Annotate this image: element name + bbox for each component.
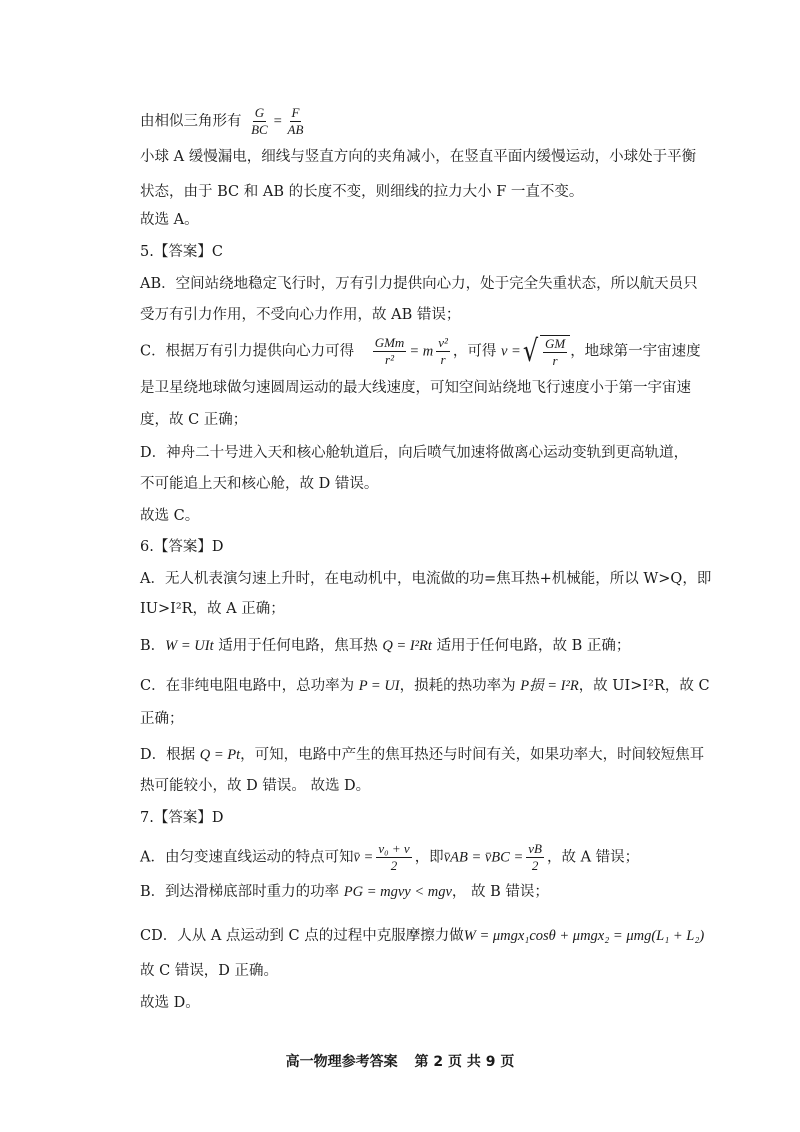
text-line: A．由匀变速直线运动的特点可知v̄ = $\frac{\text{v₀ + v}}{2}$ ，即v̄AB = v̄BC = $\frac{vB}{2}$ ，故 A 错误； (140, 841, 640, 873)
text-line: 正确； (140, 711, 184, 727)
text-line: B．到达滑梯底部时重力的功率 PG = mgvy < mgv， 故 B 错误； (140, 884, 549, 900)
page-number: 第 2 页 共 9 页 (414, 1054, 515, 1070)
fraction: $\frac{G}{BC}$ (251, 105, 268, 137)
text-line: CD．人从 A 点运动到 C 点的过程中克服摩擦力做W = μmgx₁cosθ + μmgx₂ = μmg(L₁ + L₂) (140, 928, 705, 944)
footer-title: 高一物理参考答案 (285, 1054, 398, 1070)
fraction: $\frac{F}{AB}$ (287, 105, 304, 137)
text-line (140, 106, 308, 137)
square-root: √ $\frac{GM}{r}$ (521, 335, 570, 368)
text-line: D．根据 Q = Pt，可知，电路中产生的焦耳热还与时间有关，如果功率大，时间较短焦耳 (140, 747, 705, 763)
fraction: $\frac{vB}{2}$ (528, 841, 542, 873)
text-line: 小球 A 缓慢漏电，细线与竖直方向的夹角减小，在竖直平面内缓慢运动，小球处于平衡 (140, 149, 697, 165)
text-line: C．在非纯电阻电路中，总功率为 P = UI，损耗的热功率为 P损 = I²R，故 UI>I²R，故 C (140, 678, 710, 694)
text-line: 故选 D。 (140, 995, 200, 1011)
text-line: 受万有引力作用，不受向心力作用，故 AB 错误； (140, 307, 461, 323)
text-line: B．W = UIt 适用于任何电路，焦耳热 Q = I²Rt 适用于任何电路，故 B 正确； (140, 638, 631, 654)
text-line: 是卫星绕地球做匀速圆周运动的最大线速度，可知空间站绕地飞行速度小于第一宇宙速 (140, 380, 691, 396)
text-line: 故选 A。 (140, 212, 199, 228)
page-footer (0, 1051, 800, 1071)
answer-heading: 6.【答案】D (140, 539, 224, 555)
text-line: IU>I²R，故 A 正确； (140, 601, 285, 617)
equals: = (272, 113, 283, 130)
text-line: 度，故 C 正确； (140, 412, 248, 428)
text-line: AB．空间站绕地稳定飞行时，万有引力提供向心力，处于完全失重状态，所以航天员只 (140, 276, 698, 292)
answer-heading: 5.【答案】C (140, 244, 223, 260)
fraction: $\frac{\text{v²}}{r}$ (438, 335, 448, 367)
fraction: $\frac{\text{GMm}}{\text{r²}}$ (374, 335, 405, 367)
text-line: 故选 C。 (140, 508, 200, 524)
text: 由相似三角形有 (140, 113, 242, 130)
answer-heading: 7.【答案】D (140, 810, 224, 826)
text-line: C．根据万有引力提供向心力可得 $\frac{\text{GMm}}{\text{r²}}$ = m $\frac{\text{v²}}{r}$ ，可得 v = √ $\frac{GM}{r}$ ，地球第一宇宙速度 (140, 333, 701, 369)
text-line: D．神舟二十号进入天和核心舱轨道后，向后喷气加速将做离心运动变轨到更高轨道， (140, 445, 689, 461)
fraction: $\frac{\text{v₀ + v}}{2}$ (378, 841, 410, 873)
text-line: 状态，由于 BC 和 AB 的长度不变，则细线的拉力大小 F 一直不变。 (140, 184, 584, 200)
text-line: 热可能较小，故 D 错误。 故选 D。 (140, 778, 371, 794)
text-line: 故 C 错误，D 正确。 (140, 963, 279, 979)
text-line: A．无人机表演匀速上升时，在电动机中，电流做的功=焦耳热+机械能，所以 W>Q，即 (140, 571, 712, 587)
text-line: 不可能追上天和核心舱，故 D 错误。 (140, 476, 379, 492)
fraction: $\frac{GM}{r}$ (544, 336, 566, 368)
